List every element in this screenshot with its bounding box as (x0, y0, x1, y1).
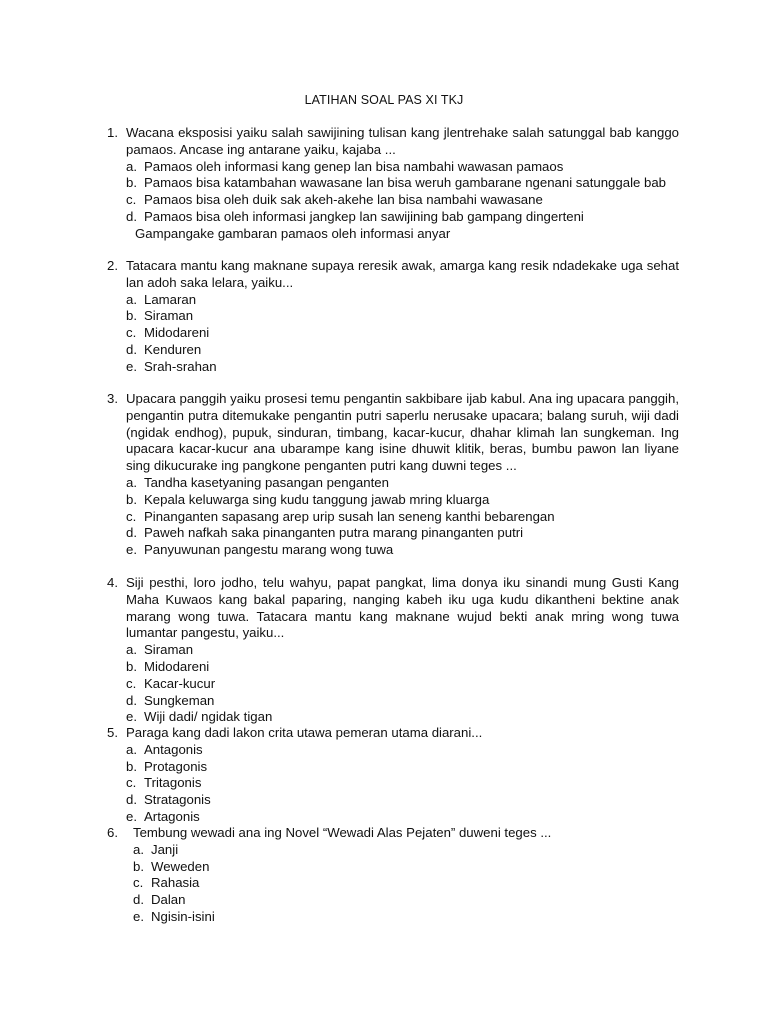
option-item (126, 775, 679, 792)
option-letter: e. (126, 542, 137, 558)
option-text: Kenduren (144, 341, 202, 357)
option-text: Kacar-kucur (144, 675, 216, 691)
question-3 (107, 391, 679, 559)
option-text: Midodareni (144, 658, 210, 674)
option-item (133, 859, 679, 876)
option-item (126, 509, 679, 526)
option-item (133, 842, 679, 859)
option-list (107, 742, 679, 826)
option-item (126, 642, 679, 659)
question-number: 6. (107, 825, 118, 840)
page-title: LATIHAN SOAL PAS XI TKJ (304, 93, 464, 107)
option-letter: c. (126, 775, 137, 791)
option-letter: d. (126, 341, 137, 357)
question-stem: Upacara panggih yaiku prosesi temu pengantin sakbibare ijab kabul. Ana ing upacara panggih, pengantin putra ditemukake pengantin putri saperlu nerusake upacara; balang suruh, wiji dadi (ngidak endhog), pupuk, sinduran, timbang, kacar-kucur, dhahar klimah lan sungkeman. Ing upacara kacar-kucur ana ubarampe kang isine dhuwit klitik, beras, bumbu pawon lan liyane sing dikucurake ing pangkone penganten putri kang duwni teges ... (126, 391, 679, 474)
option-text: Pamaos bisa oleh duik sak akeh-akehe lan bisa nambahi wawasane (144, 192, 543, 208)
option-letter: e. (133, 908, 144, 924)
option-letter: d. (126, 692, 137, 708)
option-item (126, 759, 679, 776)
option-letter: b. (126, 658, 137, 674)
question-number: 3. (107, 391, 118, 406)
question-number: 5. (107, 725, 118, 740)
question-number: 2. (107, 258, 118, 273)
option-text: Pamaos oleh informasi kang genep lan bisa nambahi wawasan pamaos (144, 158, 564, 174)
question-number: 4. (107, 575, 118, 590)
option-text: Wiji dadi/ ngidak tigan (144, 709, 273, 725)
option-item (126, 709, 679, 726)
option-letter: a. (126, 741, 137, 757)
option-text: Stratagonis (144, 792, 211, 808)
option-text: Lamaran (144, 291, 197, 307)
option-list (107, 475, 679, 559)
option-letter: a. (133, 841, 144, 857)
option-letter: c. (133, 875, 144, 891)
option-text: Pamaos bisa oleh informasi jangkep lan sawijining bab gampang dingerteni (144, 208, 584, 224)
question-1 (107, 125, 679, 243)
option-letter: e. (126, 808, 137, 824)
option-letter: a. (126, 291, 137, 307)
option-letter: c. (126, 675, 137, 691)
option-item (126, 325, 679, 342)
option-item (126, 659, 679, 676)
option-text: Srah-srahan (144, 358, 217, 374)
option-item (126, 492, 679, 509)
option-letter: d. (126, 208, 137, 224)
option-text: Kepala keluwarga sing kudu tanggung jawab mring kluarga (144, 491, 490, 507)
question-4 (107, 575, 679, 726)
option-item (126, 809, 679, 826)
question-stem: Tembung wewadi ana ing Novel “Wewadi Alas Pejaten” duweni teges ... (133, 825, 552, 840)
option-letter: c. (126, 192, 137, 208)
question-stem: Siji pesthi, loro jodho, telu wahyu, papat pangkat, lima donya iku sinandi mung Gusti Kang Maha Kuwaos kang bakal paparing, nanging kabeh iku uga kudu dikantheni bektine anak marang wong tuwa. Tatacara mantu kang maknane wujud bekti anak mring wong tuwa lumantar pangestu, yaiku... (126, 575, 679, 641)
option-item (126, 192, 679, 209)
option-text: Rahasia (151, 875, 200, 891)
question-5 (107, 725, 679, 826)
option-text: Weweden (151, 858, 210, 874)
option-letter: a. (126, 642, 137, 658)
option-text: Midodareni (144, 325, 210, 341)
question-stem: Paraga kang dadi lakon crita utawa pemeran utama diarani... (126, 725, 483, 740)
option-item (126, 693, 679, 710)
option-item (126, 792, 679, 809)
option-letter: a. (126, 474, 137, 490)
option-list (107, 159, 679, 226)
option-continuation: Gampangake gambaran pamaos oleh informasi anyar (135, 225, 451, 241)
question-6 (107, 825, 679, 926)
option-letter: c. (126, 508, 137, 524)
option-letter: c. (126, 325, 137, 341)
option-letter: d. (133, 892, 144, 908)
option-letter: d. (126, 525, 137, 541)
option-letter: b. (126, 308, 137, 324)
option-item (126, 342, 679, 359)
question-number: 1. (107, 125, 118, 140)
option-text: Tritagonis (144, 775, 202, 791)
question-2 (107, 258, 679, 376)
option-letter: e. (126, 358, 137, 374)
option-text: Siraman (144, 642, 194, 658)
question-stem: Tatacara mantu kang maknane supaya reresik awak, amarga kang resik ndadekake uga sehat lan adoh saka lelara, yaiku... (126, 258, 679, 290)
option-text: Dalan (151, 892, 186, 908)
option-text: Sungkeman (144, 692, 215, 708)
option-item (126, 175, 679, 192)
option-item (126, 525, 679, 542)
option-item (126, 159, 679, 176)
option-text: Ngisin-isini (151, 908, 215, 924)
option-item (126, 292, 679, 309)
option-item (133, 875, 679, 892)
option-text: Siraman (144, 308, 194, 324)
option-letter: e. (126, 709, 137, 725)
option-letter: b. (126, 175, 137, 191)
option-list (107, 292, 679, 376)
option-text: Pamaos bisa katambahan wawasane lan bisa weruh gambarane ngenani satunggale bab (144, 175, 666, 191)
option-list (107, 642, 679, 726)
option-item (133, 909, 679, 926)
option-letter: b. (126, 491, 137, 507)
option-letter: b. (133, 858, 144, 874)
option-text: Pinanganten sapasang arep urip susah lan seneng kanthi bebarengan (144, 508, 555, 524)
option-list (107, 842, 679, 926)
option-text: Antagonis (144, 741, 203, 757)
option-letter: d. (126, 792, 137, 808)
option-text: Janji (151, 841, 179, 857)
option-item (126, 475, 679, 492)
option-letter: a. (126, 158, 137, 174)
question-stem: Wacana eksposisi yaiku salah sawijining tulisan kang jlentrehake salah satunggal bab kanggo pamaos. Ancase ing antarane yaiku, kajaba ... (126, 125, 679, 157)
option-text: Artagonis (144, 808, 200, 824)
option-text: Panyuwunan pangestu marang wong tuwa (144, 542, 394, 558)
option-item (126, 308, 679, 325)
option-letter: b. (126, 758, 137, 774)
option-item (126, 742, 679, 759)
option-text: Protagonis (144, 758, 208, 774)
option-text: Paweh nafkah saka pinanganten putra marang pinanganten putri (144, 525, 524, 541)
option-item (126, 209, 679, 226)
option-item (133, 892, 679, 909)
option-text: Tandha kasetyaning pasangan penganten (144, 474, 389, 490)
option-item (126, 359, 679, 376)
option-item (126, 676, 679, 693)
option-item (126, 542, 679, 559)
